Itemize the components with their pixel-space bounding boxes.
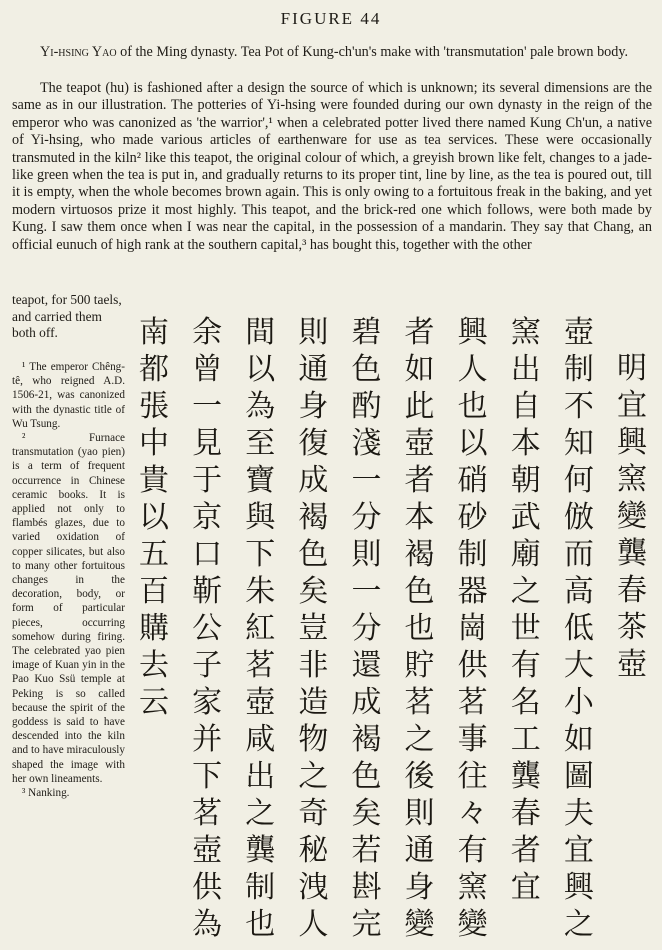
caption xyxy=(12,44,652,61)
chinese-char: 興 xyxy=(563,870,594,905)
chinese-char: 者 xyxy=(404,315,435,350)
chinese-char: 事 xyxy=(457,722,488,757)
chinese-char: 斟 xyxy=(351,870,382,905)
chinese-char: 壺 xyxy=(192,833,223,868)
chinese-char: 若 xyxy=(351,833,382,868)
chinese-char: 褐 xyxy=(351,722,382,757)
chinese-char: 制 xyxy=(457,537,488,572)
chinese-char: 有 xyxy=(510,648,541,683)
chinese-char: 窯 xyxy=(457,870,488,905)
chinese-char: 子 xyxy=(192,648,223,683)
chinese-char: 下 xyxy=(245,537,276,572)
chinese-char: 變 xyxy=(404,907,435,942)
chinese-char: 之 xyxy=(510,574,541,609)
chinese-char: 都 xyxy=(139,352,169,387)
chinese-char: 小 xyxy=(563,685,594,720)
chinese-char: 之 xyxy=(245,796,276,831)
chinese-char: 五 xyxy=(139,537,169,572)
chinese-char: 通 xyxy=(298,352,329,387)
chinese-char: 廟 xyxy=(510,537,541,572)
chinese-char: 龔 xyxy=(510,759,541,794)
chinese-char: 一 xyxy=(351,463,382,498)
chinese-char: 如 xyxy=(404,352,435,387)
chinese-char: 之 xyxy=(298,759,329,794)
chinese-char: 成 xyxy=(351,685,382,720)
chinese-char: 武 xyxy=(510,500,541,535)
footnotes xyxy=(12,360,125,800)
chinese-column xyxy=(394,314,446,943)
chinese-column xyxy=(181,314,233,943)
chinese-column xyxy=(340,314,392,943)
chinese-char: 此 xyxy=(404,389,435,424)
chinese-char: 物 xyxy=(298,722,329,757)
chinese-char: 出 xyxy=(245,759,276,794)
chinese-char: 見 xyxy=(192,426,223,461)
chinese-char: 倣 xyxy=(563,500,594,535)
chinese-char: 則 xyxy=(351,537,382,572)
caption-text: of the Ming dynasty. Tea Pot of Kung-ch'un's make with 'transmutation' pale brown body. xyxy=(116,44,629,60)
chinese-char: 變 xyxy=(457,907,488,942)
chinese-char: 還 xyxy=(351,648,382,683)
chinese-char: 完 xyxy=(351,907,382,942)
chinese-char: 往 xyxy=(457,759,488,794)
chinese-char: 低 xyxy=(563,611,594,646)
body-main-text: The teapot (hu) is fashioned after a design the source of which is unknown; its several dimensions are the same as in our illustration. The potteries of Yi-hsing were founded during our own dynasty in the reign of the emperor who was canonized as 'the warrior',¹ when a celebrated potter lived there named Kung Ch'un, a native of Yi-hsing, who made various articles of earthenware for use as tea services. These were occasionally transmuted in the kiln² like this teapot, the original colour of which, a greyish brown like felt, changes to a jade-like green when the tea is put in, and gradually returns to its proper tint, line by line, as the tea is poured out, till it is empty, when the whole becomes brown again. This is only owing to a fortuitous freak in the baking, and yet modern virtuosos prize it most highly. This teapot, and the brick-red one which follows, were both made by Kung. I saw them once when I was near the capital, in the possession of a mandarin. They say that Chang, an official eunuch of high rank at the southern capital,³ has bought this, together with the other xyxy=(12,80,652,253)
chinese-char: 口 xyxy=(192,537,223,572)
chinese-char: 一 xyxy=(351,574,382,609)
chinese-char: 家 xyxy=(192,685,223,720)
chinese-char: 淺 xyxy=(351,426,382,461)
chinese-char: 成 xyxy=(298,463,329,498)
chinese-char: 至 xyxy=(245,426,276,461)
chinese-char: 也 xyxy=(245,907,276,942)
chinese-char: 茶 xyxy=(617,610,647,645)
chinese-char: 身 xyxy=(298,389,329,424)
chinese-char: 與 xyxy=(245,500,276,535)
chinese-char: 色 xyxy=(351,352,382,387)
chinese-char: 圖 xyxy=(563,759,594,794)
chinese-char: 人 xyxy=(457,352,488,387)
chinese-char: 不 xyxy=(563,389,594,424)
chinese-column xyxy=(234,314,286,943)
chinese-char: 制 xyxy=(245,870,276,905)
chinese-char: 間 xyxy=(245,315,276,350)
chinese-char: 貴 xyxy=(139,463,169,498)
chinese-char: 崗 xyxy=(457,611,488,646)
chinese-char: 茗 xyxy=(457,685,488,720)
caption-lead: Yi-hsing Yao xyxy=(40,44,117,60)
chinese-char: 砂 xyxy=(457,500,488,535)
chinese-char: 京 xyxy=(192,500,223,535)
chinese-char: 壺 xyxy=(563,315,594,350)
chinese-char: 則 xyxy=(404,796,435,831)
page-title: FIGURE 44 xyxy=(280,9,382,28)
chinese-char: 興 xyxy=(617,425,647,460)
chinese-char: 下 xyxy=(192,759,223,794)
chinese-column xyxy=(606,350,658,683)
chinese-column xyxy=(287,314,339,943)
chinese-char: 則 xyxy=(298,315,329,350)
chinese-char: 南 xyxy=(139,315,169,350)
chinese-char: 硝 xyxy=(457,463,488,498)
chinese-char: 宜 xyxy=(617,388,647,423)
chinese-char: 中 xyxy=(139,426,169,461)
chinese-char: 曾 xyxy=(192,352,223,387)
chinese-char: 色 xyxy=(404,574,435,609)
footnote-2: ² Furnace transmutation (yao pien) is a term of frequent occurrence in Chinese ceramic books. It is applied not only to flambés glazes, due to varied oxidation of copper silicates, but also to many other fortuitous changes in the decoration, body, or form of particular pieces, occurring somehow during firing. The celebrated yao pien image of Kuan yin in the Pao Kuo Ssü temple at Peking is so called because the spirit of the goddess is said to have descended into the kiln and to have miraculously shaped the image with her own lineaments. xyxy=(12,432,125,785)
chinese-char: 色 xyxy=(298,537,329,572)
chinese-char: 如 xyxy=(563,722,594,757)
chinese-char: 春 xyxy=(617,573,647,608)
chinese-char: 秘 xyxy=(298,833,329,868)
chinese-char: 身 xyxy=(404,870,435,905)
chinese-char: 貯 xyxy=(404,648,435,683)
chinese-char: 酌 xyxy=(351,389,382,424)
chinese-char: 明 xyxy=(617,351,647,386)
chinese-char: 于 xyxy=(192,463,223,498)
chinese-char: 者 xyxy=(404,463,435,498)
chinese-char: 者 xyxy=(510,833,541,868)
chinese-char: 茗 xyxy=(404,685,435,720)
chinese-char: 興 xyxy=(457,315,488,350)
chinese-char: 世 xyxy=(510,611,541,646)
chinese-char: 大 xyxy=(563,648,594,683)
chinese-char: 寶 xyxy=(245,463,276,498)
chinese-char: 為 xyxy=(192,907,223,942)
chinese-char: 而 xyxy=(563,537,594,572)
chinese-char: 供 xyxy=(192,870,223,905)
chinese-char: 分 xyxy=(351,500,382,535)
chinese-char: 本 xyxy=(510,426,541,461)
chinese-char: 復 xyxy=(298,426,329,461)
chinese-char: 褐 xyxy=(298,500,329,535)
chinese-char: 奇 xyxy=(298,796,329,831)
chinese-column xyxy=(553,314,605,943)
chinese-char: 茗 xyxy=(245,648,276,683)
chinese-char: 色 xyxy=(351,759,382,794)
chinese-char: 一 xyxy=(192,389,223,424)
chinese-char: 茗 xyxy=(192,796,223,831)
chinese-char: 以 xyxy=(139,500,169,535)
chinese-char: 余 xyxy=(192,315,223,350)
chinese-char: 也 xyxy=(404,611,435,646)
chinese-column xyxy=(500,314,552,906)
chinese-char: 以 xyxy=(245,352,276,387)
chinese-char: 何 xyxy=(563,463,594,498)
chinese-char: 之 xyxy=(404,722,435,757)
chinese-char: 宜 xyxy=(563,833,594,868)
chinese-char: 造 xyxy=(298,685,329,720)
chinese-char: 名 xyxy=(510,685,541,720)
chinese-char: 咸 xyxy=(245,722,276,757)
chinese-char: 并 xyxy=(192,722,223,757)
chinese-char: 碧 xyxy=(351,315,382,350)
chinese-char: 夫 xyxy=(563,796,594,831)
chinese-char: 高 xyxy=(563,574,594,609)
chinese-char: 分 xyxy=(351,611,382,646)
chinese-char: 靳 xyxy=(192,574,223,609)
chinese-char: 器 xyxy=(457,574,488,609)
chinese-char: 制 xyxy=(563,352,594,387)
chinese-char: 本 xyxy=(404,500,435,535)
chinese-char: 洩 xyxy=(298,870,329,905)
chinese-char: 龔 xyxy=(617,536,647,571)
chinese-text-block xyxy=(128,300,662,950)
chinese-char: 後 xyxy=(404,759,435,794)
chinese-char: 人 xyxy=(298,907,329,942)
chinese-char: 壺 xyxy=(617,647,647,682)
chinese-char: 供 xyxy=(457,648,488,683)
body-paragraph xyxy=(12,80,652,254)
chinese-char: 紅 xyxy=(245,611,276,646)
chinese-char: 自 xyxy=(510,389,541,424)
chinese-column xyxy=(447,314,499,943)
chinese-char: 春 xyxy=(510,796,541,831)
chinese-char: 壺 xyxy=(404,426,435,461)
chinese-char: 出 xyxy=(510,352,541,387)
chinese-char: 也 xyxy=(457,389,488,424)
chinese-char: 豈 xyxy=(298,611,329,646)
chinese-char: 變 xyxy=(617,499,647,534)
chinese-char: 々 xyxy=(457,796,488,831)
chinese-char: 矣 xyxy=(298,574,329,609)
chinese-char: 云 xyxy=(139,685,169,720)
chinese-char: 矣 xyxy=(351,796,382,831)
chinese-char: 購 xyxy=(139,611,169,646)
chinese-char: 朝 xyxy=(510,463,541,498)
chinese-char: 工 xyxy=(510,722,541,757)
body-side-text: teapot, for 500 taels, and carried them both off. xyxy=(12,292,122,340)
chinese-char: 窯 xyxy=(617,462,647,497)
chinese-char: 張 xyxy=(139,389,169,424)
chinese-char: 宜 xyxy=(510,870,541,905)
chinese-char: 公 xyxy=(192,611,223,646)
chinese-char: 為 xyxy=(245,389,276,424)
chinese-char: 通 xyxy=(404,833,435,868)
chinese-column xyxy=(128,314,180,721)
chinese-char: 壺 xyxy=(245,685,276,720)
footnote-1: ¹ The emperor Chêng-tê, who reigned A.D. 1506-21, was canonized with the dynastic title of Wu Tsung. xyxy=(12,361,125,430)
chinese-char: 以 xyxy=(457,426,488,461)
chinese-char: 百 xyxy=(139,574,169,609)
chinese-char: 非 xyxy=(298,648,329,683)
chinese-char: 有 xyxy=(457,833,488,868)
chinese-char: 龔 xyxy=(245,833,276,868)
chinese-char: 知 xyxy=(563,426,594,461)
chinese-char: 朱 xyxy=(245,574,276,609)
chinese-char: 褐 xyxy=(404,537,435,572)
body-side-column xyxy=(12,292,125,342)
chinese-char: 之 xyxy=(563,907,594,942)
chinese-char: 去 xyxy=(139,648,169,683)
chinese-char: 窯 xyxy=(510,315,541,350)
footnote-3: ³ Nanking. xyxy=(22,787,70,800)
